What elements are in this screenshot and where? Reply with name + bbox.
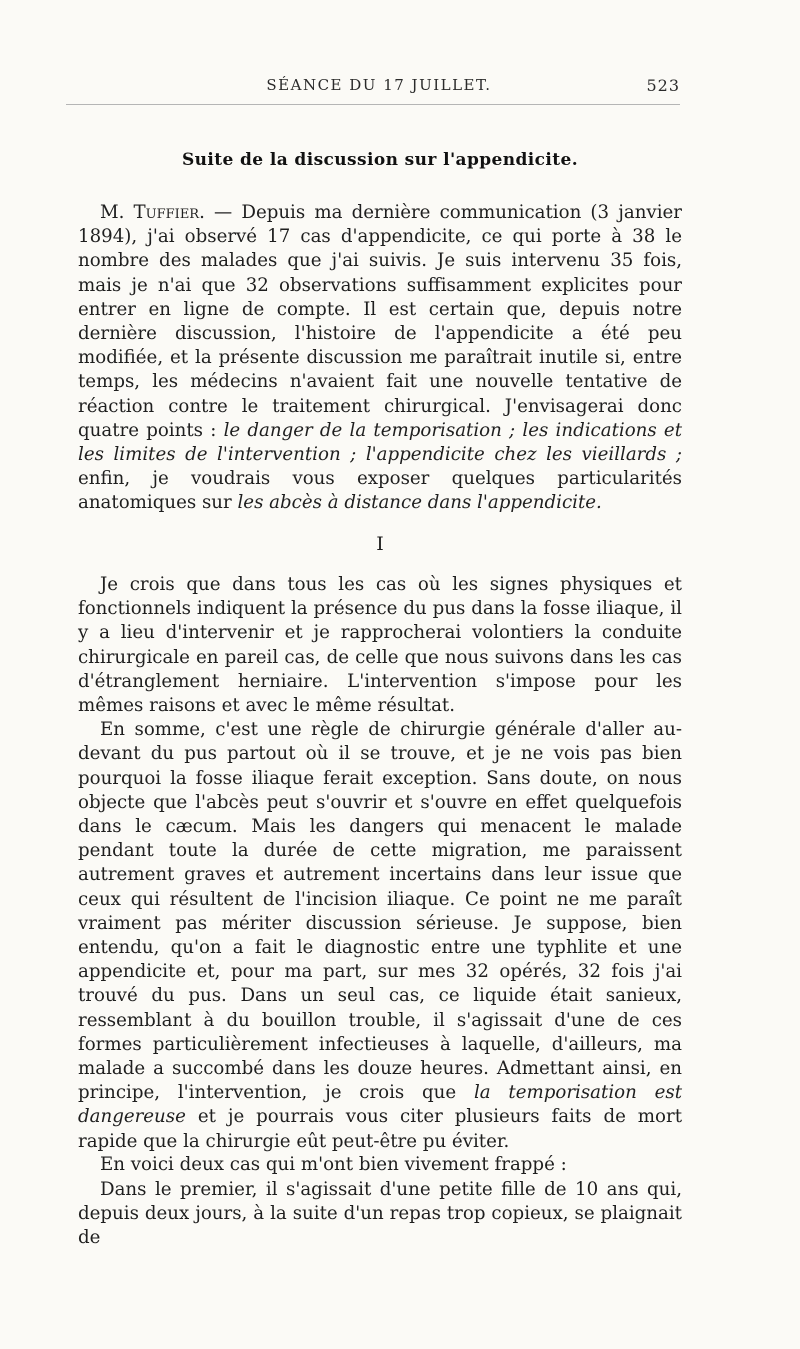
- paragraph-first-case: Dans le premier, il s'agissait d'une petite fille de 10 ans qui, depuis deux jours, à la suite d'un repas trop copieux, se plaignait de: [78, 1179, 682, 1249]
- header-rule: [66, 104, 680, 105]
- text-block-intro: [78, 201, 682, 516]
- text-block-section-one: [78, 573, 682, 1154]
- page-number: 523: [646, 76, 680, 95]
- paragraph-italic: les abcès à distance dans l'appendicite.: [237, 492, 602, 514]
- paragraph-pus: Je crois que dans tous les cas où les signes physiques et fonctionnels indiquent la présence du pus dans la fosse iliaque, il y a lieu d'intervenir et je rapprocherai volontiers la conduite chirurgicale en pareil cas, de celle que nous suivons dans les cas d'étranglement herniaire. L'intervention s'impose pour les mêmes raisons et avec le même résultat.: [78, 574, 682, 717]
- paragraph-text: et je pourrais vous citer plusieurs faits de mort rapide que la chirurgie eût peut-être pu éviter.: [78, 1106, 682, 1152]
- paragraph-text: En somme, c'est une règle de chirurgie générale d'aller au-devant du pus partout où il se trouve, et je ne vois pas bien pourquoi la fosse iliaque ferait exception. Sans doute, on nous objecte que l'abcès peut s'ouvrir et s'ouvre en effet quelquefois dans le cæcum. Mais les dangers qui menacent le malade pendant toute la durée de cette migration, me paraissent autrement graves et autrement incertains dans leur issue que ceux qui résultent de l'incision iliaque. Ce point ne me paraît vraiment pas mériter discussion sérieuse. Je suppose, bien entendu, qu'on a fait le diagnostic entre une typhlite et une appendicite et, pour ma part, sur mes 32 opérés, 32 fois j'ai trouvé du pus. Dans un seul cas, ce liquide était sanieux, ressemblant à du bouillon trouble, il s'agissait d'une de ces formes particulièrement infectieuses à laquelle, d'ailleurs, ma malade a succombé dans les douze heures. Admettant ainsi, en principe, l'intervention, je crois que: [78, 719, 682, 1104]
- text-block-first-case: [78, 1178, 682, 1251]
- speaker-name: M. Tuffier.: [100, 202, 205, 223]
- paragraph-tuffier: [78, 201, 682, 516]
- section-title: Suite de la discussion sur l'appendicite.: [181, 150, 579, 170]
- paragraph-regle: [78, 718, 682, 1154]
- paragraph-text: enfin, je voudrais vous exposer quelques particularités anatomiques sur: [78, 468, 682, 514]
- section-number: I: [376, 533, 384, 555]
- running-head: [78, 76, 680, 100]
- text-block-cases: [78, 1153, 682, 1177]
- paragraph-italic: le danger de la temporisation ; les indications et les limites de l'intervention ; l'appendicite chez les vieillards ;: [78, 419, 683, 466]
- paragraph-text: — Depuis ma dernière communication (3 janvier 1894), j'ai observé 17 cas d'appendicite, ce qui porte à 38 le nombre des malades que j'ai suivis. Je suis intervenu 35 fois, mais je n'ai que 32 observations suffisamment explicites pour entrer en ligne de compte. Il est certain que, depuis notre dernière discussion, l'histoire de l'appendicite a été peu modifiée, et la présente discussion me paraîtrait inutile si, entre temps, les médecins n'avaient fait une nouvelle tentative de réaction contre le traitement chirurgical. J'envisagerai donc quatre points :: [78, 202, 682, 441]
- running-title: SÉANCE DU 17 JUILLET.: [266, 76, 492, 94]
- paragraph-cases-intro: En voici deux cas qui m'ont bien vivement frappé :: [100, 1154, 567, 1175]
- paragraph-italic: la temporisation est dangereuse: [78, 1082, 683, 1128]
